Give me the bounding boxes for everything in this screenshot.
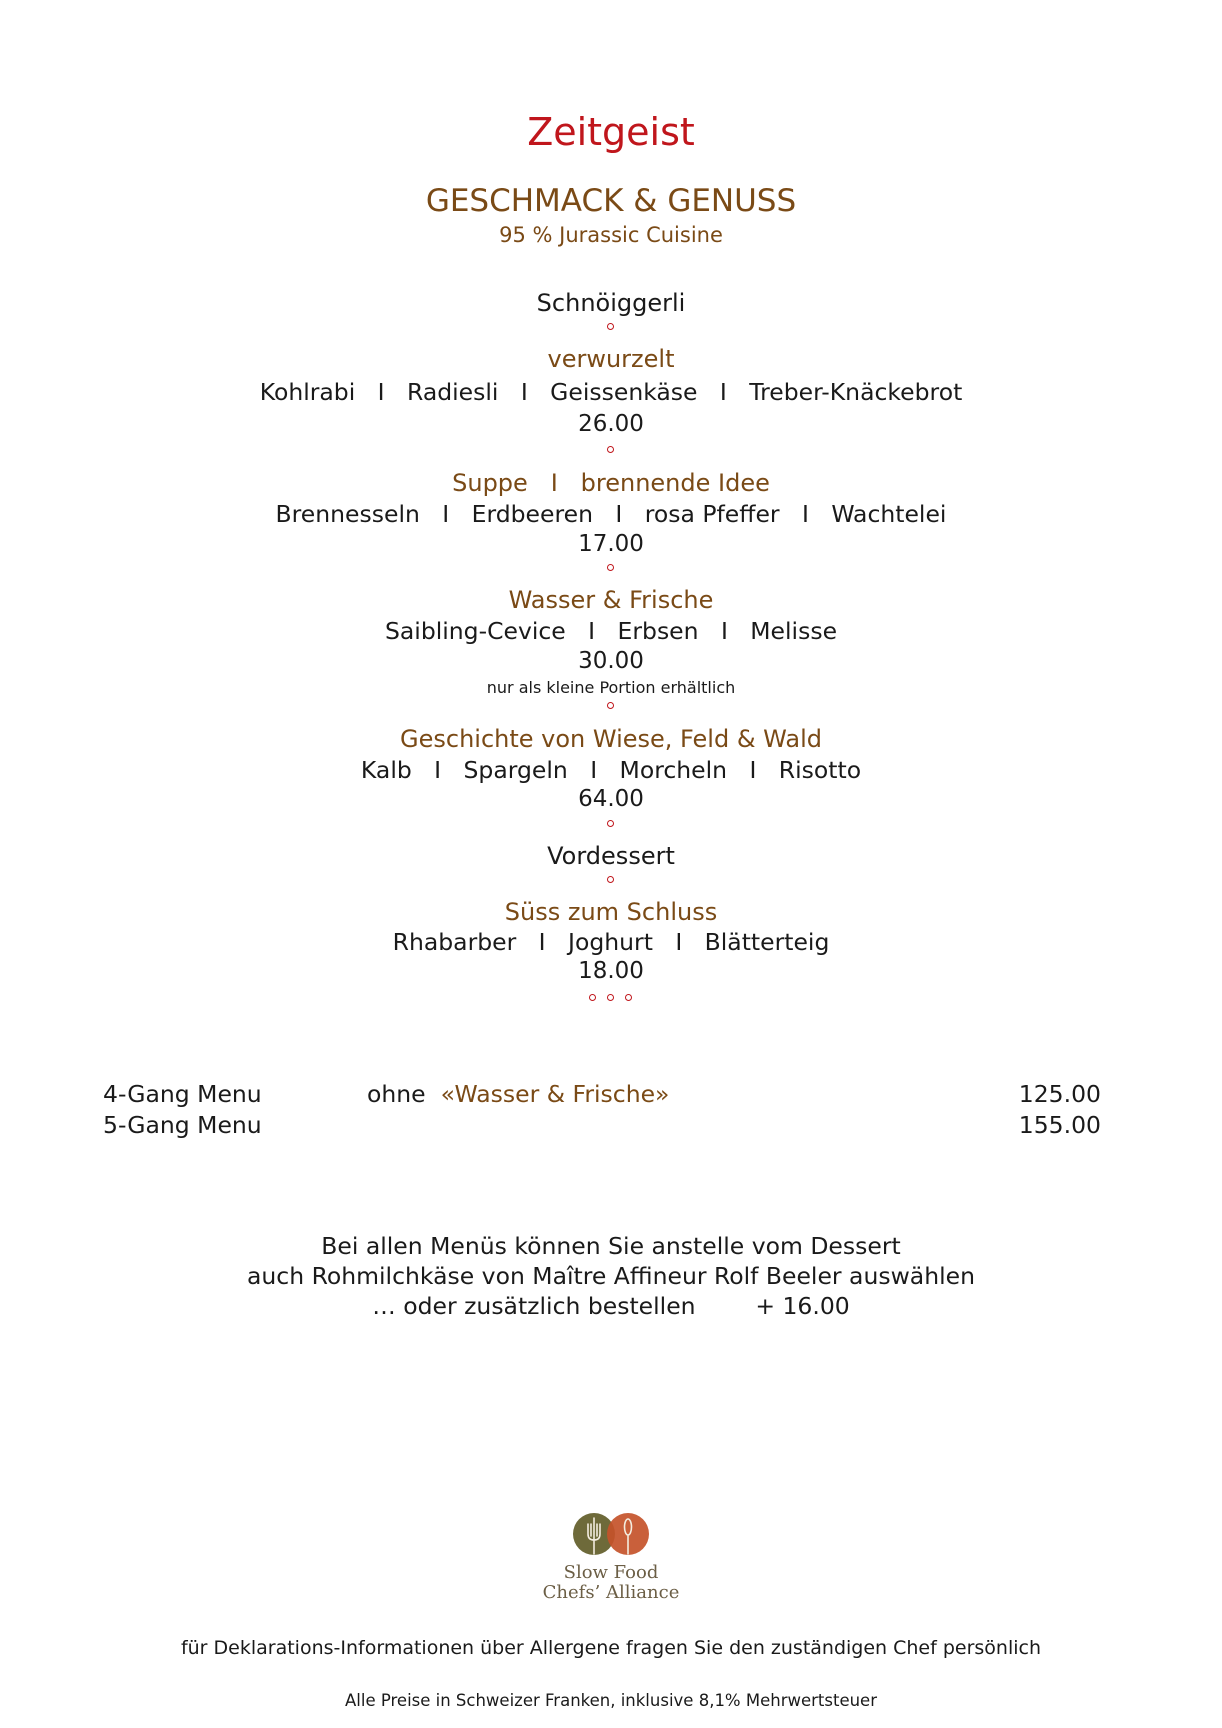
menu-title: Zeitgeist	[527, 110, 695, 154]
separator-circle	[607, 564, 614, 571]
separator-circle	[607, 323, 614, 330]
course-title: Süss zum Schluss	[504, 898, 718, 926]
separator-circle	[607, 702, 614, 709]
menu-price: 125.00	[1018, 1080, 1101, 1108]
course-note: nur als kleine Portion erhältlich	[486, 678, 736, 697]
separator-circle	[607, 820, 614, 827]
menu-condition-item: «Wasser & Frische»	[440, 1080, 670, 1108]
course-price: 26.00	[578, 411, 644, 437]
course-title: Schnöiggerli	[536, 289, 686, 317]
course-items: Kalb I Spargeln I Morcheln I Risotto	[360, 756, 862, 784]
separator-circle	[607, 446, 614, 453]
course-items: Brennesseln I Erdbeeren I rosa Pfeffer I Wachtelei	[275, 500, 947, 528]
menu-tagline: 95 % Jurassic Cuisine	[499, 223, 723, 247]
course-price: 18.00	[578, 958, 644, 984]
cheese-info-line: auch Rohmilchkäse von Maître Affineur Rolf Beeler auswählen	[247, 1262, 975, 1290]
menu-name: 5-Gang Menu	[103, 1111, 262, 1139]
separator-circle	[607, 876, 614, 883]
course-items: Saibling-Cevice I Erbsen I Melisse	[384, 617, 838, 645]
course-title: Vordessert	[547, 842, 675, 870]
menu-condition	[367, 1080, 669, 1108]
course-title: verwurzelt	[547, 345, 675, 373]
course-title: Wasser & Frische	[508, 586, 714, 614]
course-title: Geschichte von Wiese, Feld & Wald	[400, 725, 822, 753]
course-price: 64.00	[578, 786, 644, 812]
menu-name: 4-Gang Menu	[103, 1080, 262, 1108]
course-price: 30.00	[578, 648, 644, 674]
logo-text-line: Chefs’ Alliance	[542, 1582, 680, 1603]
course-items: Rhabarber I Joghurt I Blätterteig	[392, 928, 830, 956]
course-items: Kohlrabi I Radiesli I Geissenkäse I Treber-Knäckebrot	[259, 378, 963, 406]
cheese-info-line: Bei allen Menüs können Sie anstelle vom Dessert	[321, 1232, 901, 1260]
menu-subtitle: GESCHMACK & GENUSS	[425, 183, 797, 219]
logo-text-line: Slow Food	[563, 1562, 659, 1583]
separator-circle	[589, 994, 596, 1001]
cheese-info-line: … oder zusätzlich bestellen + 16.00	[372, 1292, 850, 1320]
price-note: Alle Preise in Schweizer Franken, inklusive 8,1% Mehrwertsteuer	[344, 1691, 877, 1710]
separator-circle	[625, 994, 632, 1001]
slow-food-logo-icon	[570, 1510, 652, 1558]
course-price: 17.00	[578, 531, 644, 557]
menu-price: 155.00	[1018, 1111, 1101, 1139]
allergen-note: für Deklarations-Informationen über Allergene fragen Sie den zuständigen Chef persönlich	[180, 1637, 1042, 1659]
menu-condition-prefix: ohne	[367, 1080, 426, 1108]
separator-circle	[607, 994, 614, 1001]
course-title: Suppe I brennende Idee	[452, 469, 770, 497]
